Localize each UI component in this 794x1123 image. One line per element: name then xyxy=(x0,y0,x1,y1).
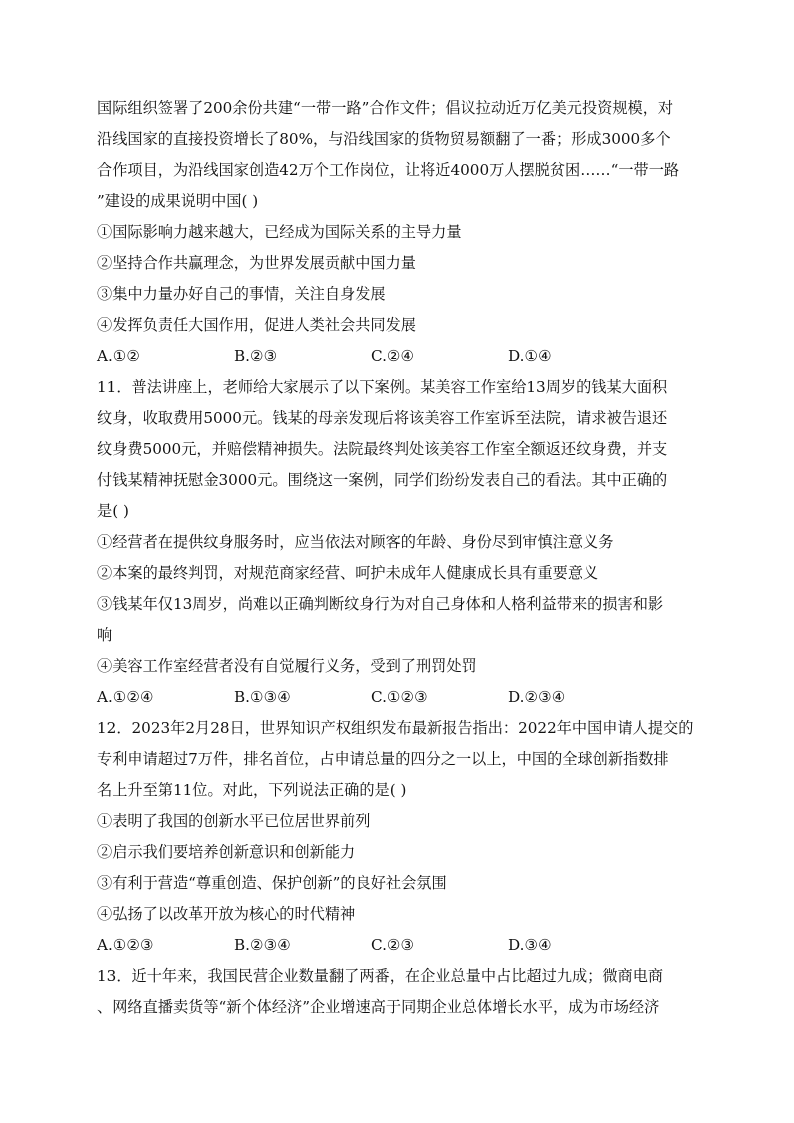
q11-statement-3-cont: 响 xyxy=(97,626,113,644)
document-page xyxy=(97,93,697,1023)
q12-stem-line-1: 12．2023年2月28日，世界知识产权组织发布最新报告指出：2022年中国申请人提交的 xyxy=(97,719,694,737)
q11-stem-line-4: 付钱某精神抚慰金3000元。围绕这一案例，同学们纷纷发表自己的看法。其中正确的 xyxy=(97,471,668,489)
q11-option-c: C.①②③ xyxy=(371,688,428,706)
q11-statement-1: ①经营者在提供纹身服务时，应当依法对顾客的年龄、身份尽到审慎注意义务 xyxy=(97,533,614,551)
q12-option-b: B.②③④ xyxy=(234,936,291,954)
q13-stem-line-2: 、网络直播卖货等“新个体经济”企业增速高于同期企业总体增长水平，成为市场经济 xyxy=(97,998,660,1016)
q11-option-b: B.①③④ xyxy=(234,688,291,706)
q11-stem-line-1: 11．普法讲座上，老师给大家展示了以下案例。某美容工作室给13周岁的钱某大面积 xyxy=(97,378,668,396)
q11-stem-line-5: 是( ) xyxy=(97,502,129,520)
q12-statement-2: ②启示我们要培养创新意识和创新能力 xyxy=(97,843,356,861)
q11-statement-4: ④美容工作室经营者没有自觉履行义务，受到了刑罚处罚 xyxy=(97,657,477,675)
intro-line-1: 国际组织签署了200余份共建“一带一路”合作文件；倡议拉动近万亿美元投资规模，对 xyxy=(97,99,674,117)
q10-statement-4: ④发挥负责任大国作用，促进人类社会共同发展 xyxy=(97,316,416,334)
q12-option-a: A.①②③ xyxy=(97,936,154,954)
q11-statement-2: ②本案的最终判罚，对规范商家经营、呵护未成年人健康成长具有重要意义 xyxy=(97,564,599,582)
q12-stem-line-3: 名上升至第11位。对此，下列说法正确的是( ) xyxy=(97,781,407,799)
intro-line-3: 合作项目，为沿线国家创造42万个工作岗位，让将近4000万人摆脱贫困……“一带一路 xyxy=(97,161,680,179)
q10-statement-2: ②坚持合作共赢理念，为世界发展贡献中国力量 xyxy=(97,254,416,272)
q11-stem-line-3: 纹身费5000元，并赔偿精神损失。法院最终判处该美容工作室全额返还纹身费，并支 xyxy=(97,440,668,458)
q11-stem-line-2: 纹身，收取费用5000元。钱某的母亲发现后将该美容工作室诉至法院，请求被告退还 xyxy=(97,409,668,427)
q12-stem-line-2: 专利申请超过7万件，排名首位，占申请总量的四分之一以上，中国的全球创新指数排 xyxy=(97,750,669,768)
q12-statement-3: ③有利于营造“尊重创造、保护创新”的良好社会氛围 xyxy=(97,874,447,892)
q12-statement-1: ①表明了我国的创新水平已位居世界前列 xyxy=(97,812,371,830)
q10-statement-1: ①国际影响力越来越大，已经成为国际关系的主导力量 xyxy=(97,223,462,241)
intro-line-2: 沿线国家的直接投资增长了80%，与沿线国家的货物贸易额翻了一番；形成3000多个 xyxy=(97,130,671,148)
intro-line-4: ”建设的成果说明中国( ) xyxy=(97,192,259,210)
q11-option-a: A.①②④ xyxy=(97,688,154,706)
q11-option-d: D.②③④ xyxy=(508,688,566,706)
q11-statement-3: ③钱某年仅13周岁，尚难以正确判断纹身行为对自己身体和人格利益带来的损害和影 xyxy=(97,595,664,613)
q10-option-a: A.①② xyxy=(97,347,141,365)
q11-options xyxy=(97,682,697,713)
q10-options xyxy=(97,341,697,372)
q12-option-d: D.③④ xyxy=(508,936,552,954)
q12-option-c: C.②③ xyxy=(371,936,415,954)
q12-options xyxy=(97,930,697,961)
q10-statement-3: ③集中力量办好自己的事情，关注自身发展 xyxy=(97,285,386,303)
q10-option-c: C.②④ xyxy=(371,347,415,365)
q13-stem-line-1: 13．近十年来，我国民营企业数量翻了两番，在企业总量中占比超过九成；微商电商 xyxy=(97,967,664,985)
q12-statement-4: ④弘扬了以改革开放为核心的时代精神 xyxy=(97,905,356,923)
q10-option-b: B.②③ xyxy=(234,347,278,365)
q10-option-d: D.①④ xyxy=(508,347,552,365)
